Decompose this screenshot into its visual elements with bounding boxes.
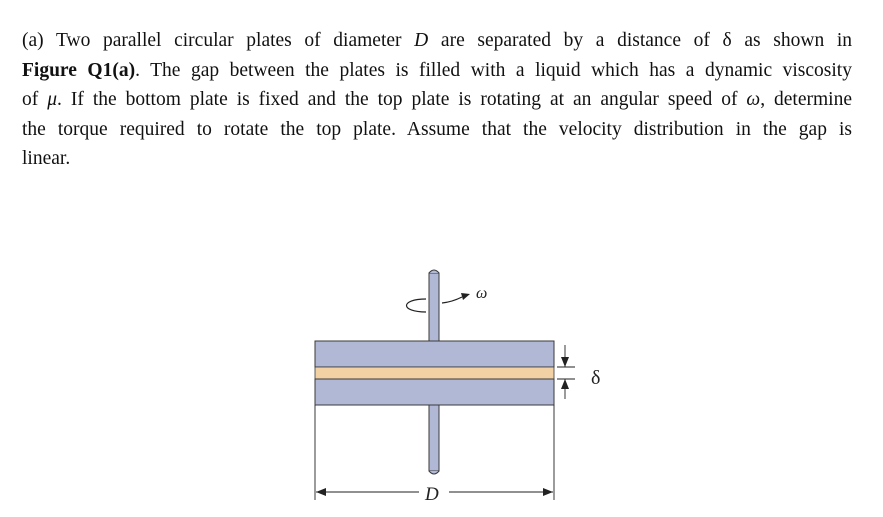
shaft-lower-end xyxy=(429,471,439,474)
text-segment: as shown in xyxy=(744,30,853,51)
problem-line-5: linear. xyxy=(22,148,71,170)
shaft-lower xyxy=(429,405,439,471)
part-label: (a) xyxy=(22,30,44,51)
omega-label: ω xyxy=(476,285,488,302)
liquid-layer xyxy=(315,367,554,379)
text-segment: are separated by a distance of xyxy=(440,30,710,51)
delta-label: δ xyxy=(591,367,601,389)
symbol-mu: μ xyxy=(47,89,58,111)
bottom-plate xyxy=(315,379,554,405)
gap-dimension xyxy=(557,345,575,399)
text-segment: Two parallel circular plates of diameter xyxy=(55,30,402,51)
figure-reference: Figure Q1(a) xyxy=(22,59,136,81)
problem-line-4: the torque required to rotate the top plate. Assume that the velocity distribution in the gap is xyxy=(22,118,852,140)
diameter-label: D xyxy=(425,484,439,505)
text-segment: . If the bottom plate is fixed and the top plate is rotating at an angular speed of xyxy=(57,89,738,111)
text-segment: of xyxy=(22,89,39,111)
shaft-upper xyxy=(429,273,439,341)
shaft-upper-end xyxy=(429,270,439,273)
symbol-d: D xyxy=(414,30,429,51)
text-segment: . The gap between the plates is filled with a liquid which has a dynamic viscosity xyxy=(135,59,852,81)
symbol-delta: δ xyxy=(722,30,732,51)
symbol-omega: ω xyxy=(746,89,761,111)
top-plate xyxy=(315,341,554,367)
text-segment: , determine xyxy=(760,89,852,111)
